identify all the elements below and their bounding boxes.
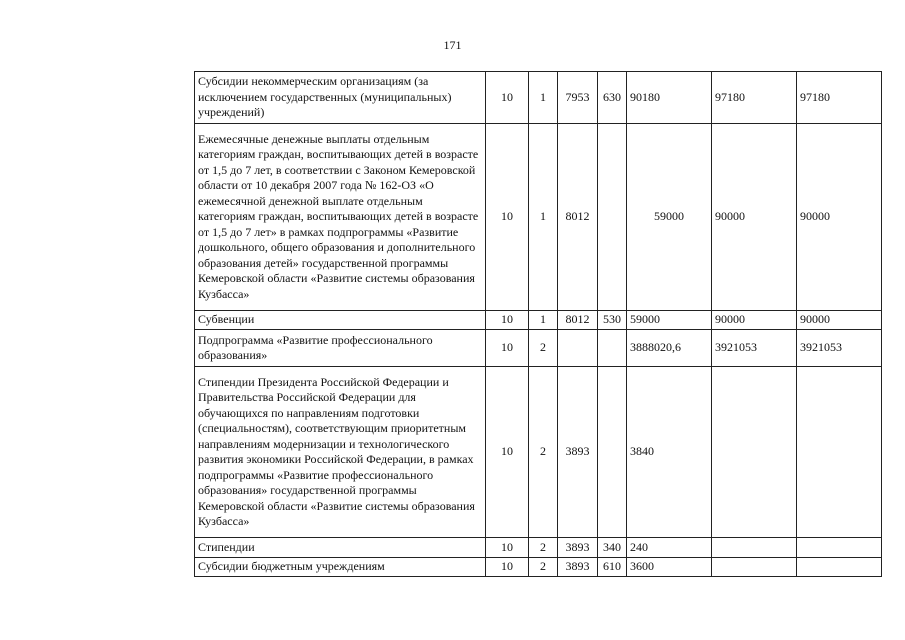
row-section: 10 [486,538,529,558]
row-target: 7953 [558,72,598,124]
row-expense-type: 610 [598,558,627,577]
row-amount-year2: 3921053 [712,330,797,367]
row-target: 3893 [558,367,598,538]
budget-table [194,71,882,577]
table-row [195,124,882,311]
row-subsection: 2 [529,330,558,367]
row-amount-year3: 3921053 [797,330,882,367]
row-expense-type [598,124,627,311]
table-row [195,330,882,367]
row-subsection: 2 [529,367,558,538]
row-amount-year1: 3600 [627,558,712,577]
table-row [195,367,882,538]
row-amount-year3: 97180 [797,72,882,124]
row-subsection: 1 [529,311,558,330]
row-expense-type: 340 [598,538,627,558]
row-description: Субсидии некоммерческим организациям (за исключением государственных (муниципальных) учреждений) [195,72,486,124]
row-amount-year3: 90000 [797,124,882,311]
row-subsection: 2 [529,538,558,558]
row-description: Подпрограмма «Развитие профессионального образования» [195,330,486,367]
row-amount-year3 [797,367,882,538]
row-target: 3893 [558,558,598,577]
row-description: Ежемесячные денежные выплаты отдельным категориям граждан, воспитывающих детей в возрасте от 1,5 до 7 лет, в соответствии с Законом Кемеровской области от 10 декабря 2007 года № 162-ОЗ «О ежемесячной денежной выплате отдельным категориям граждан, воспитывающих детей в возрасте от 1,5 до 7 лет» в рамках подпрограммы «Развитие дошкольного, общего образования и дополнительного образования детей» государственной программы Кемеровской области «Развитие системы образования Кузбасса» [195,124,486,311]
page-number: 171 [443,38,462,52]
row-section: 10 [486,330,529,367]
row-amount-year1: 240 [627,538,712,558]
row-amount-year1: 3888020,6 [627,330,712,367]
table-row [195,311,882,330]
row-section: 10 [486,72,529,124]
row-amount-year2 [712,558,797,577]
row-amount-year2: 90000 [712,311,797,330]
row-section: 10 [486,124,529,311]
row-amount-year3 [797,538,882,558]
row-amount-year2 [712,538,797,558]
row-section: 10 [486,367,529,538]
row-section: 10 [486,558,529,577]
row-expense-type [598,330,627,367]
row-target: 8012 [558,311,598,330]
row-amount-year1: 59000 [627,311,712,330]
row-expense-type: 530 [598,311,627,330]
row-amount-year1: 59000 [627,124,712,311]
row-target [558,330,598,367]
row-target: 3893 [558,538,598,558]
row-subsection: 2 [529,558,558,577]
row-description: Субвенции [195,311,486,330]
row-target: 8012 [558,124,598,311]
row-subsection: 1 [529,72,558,124]
row-description: Стипендии Президента Российской Федерации и Правительства Российской Федерации для обучающихся по направлениям подготовки (специальностям), соответствующим приоритетным направлениям модернизации и технологического развития экономики Российской Федерации, в рамках подпрограммы «Развитие профессионального образования» государственной программы Кемеровской области «Развитие системы образования Кузбасса» [195,367,486,538]
row-expense-type: 630 [598,72,627,124]
table-row [195,558,882,577]
row-section: 10 [486,311,529,330]
row-subsection: 1 [529,124,558,311]
row-expense-type [598,367,627,538]
row-amount-year2 [712,367,797,538]
table-row [195,72,882,124]
row-amount-year2: 97180 [712,72,797,124]
row-amount-year1: 3840 [627,367,712,538]
row-description: Субсидии бюджетным учреждениям [195,558,486,577]
row-amount-year3 [797,558,882,577]
table-row [195,538,882,558]
row-amount-year1: 90180 [627,72,712,124]
row-amount-year2: 90000 [712,124,797,311]
row-amount-year3: 90000 [797,311,882,330]
row-description: Стипендии [195,538,486,558]
